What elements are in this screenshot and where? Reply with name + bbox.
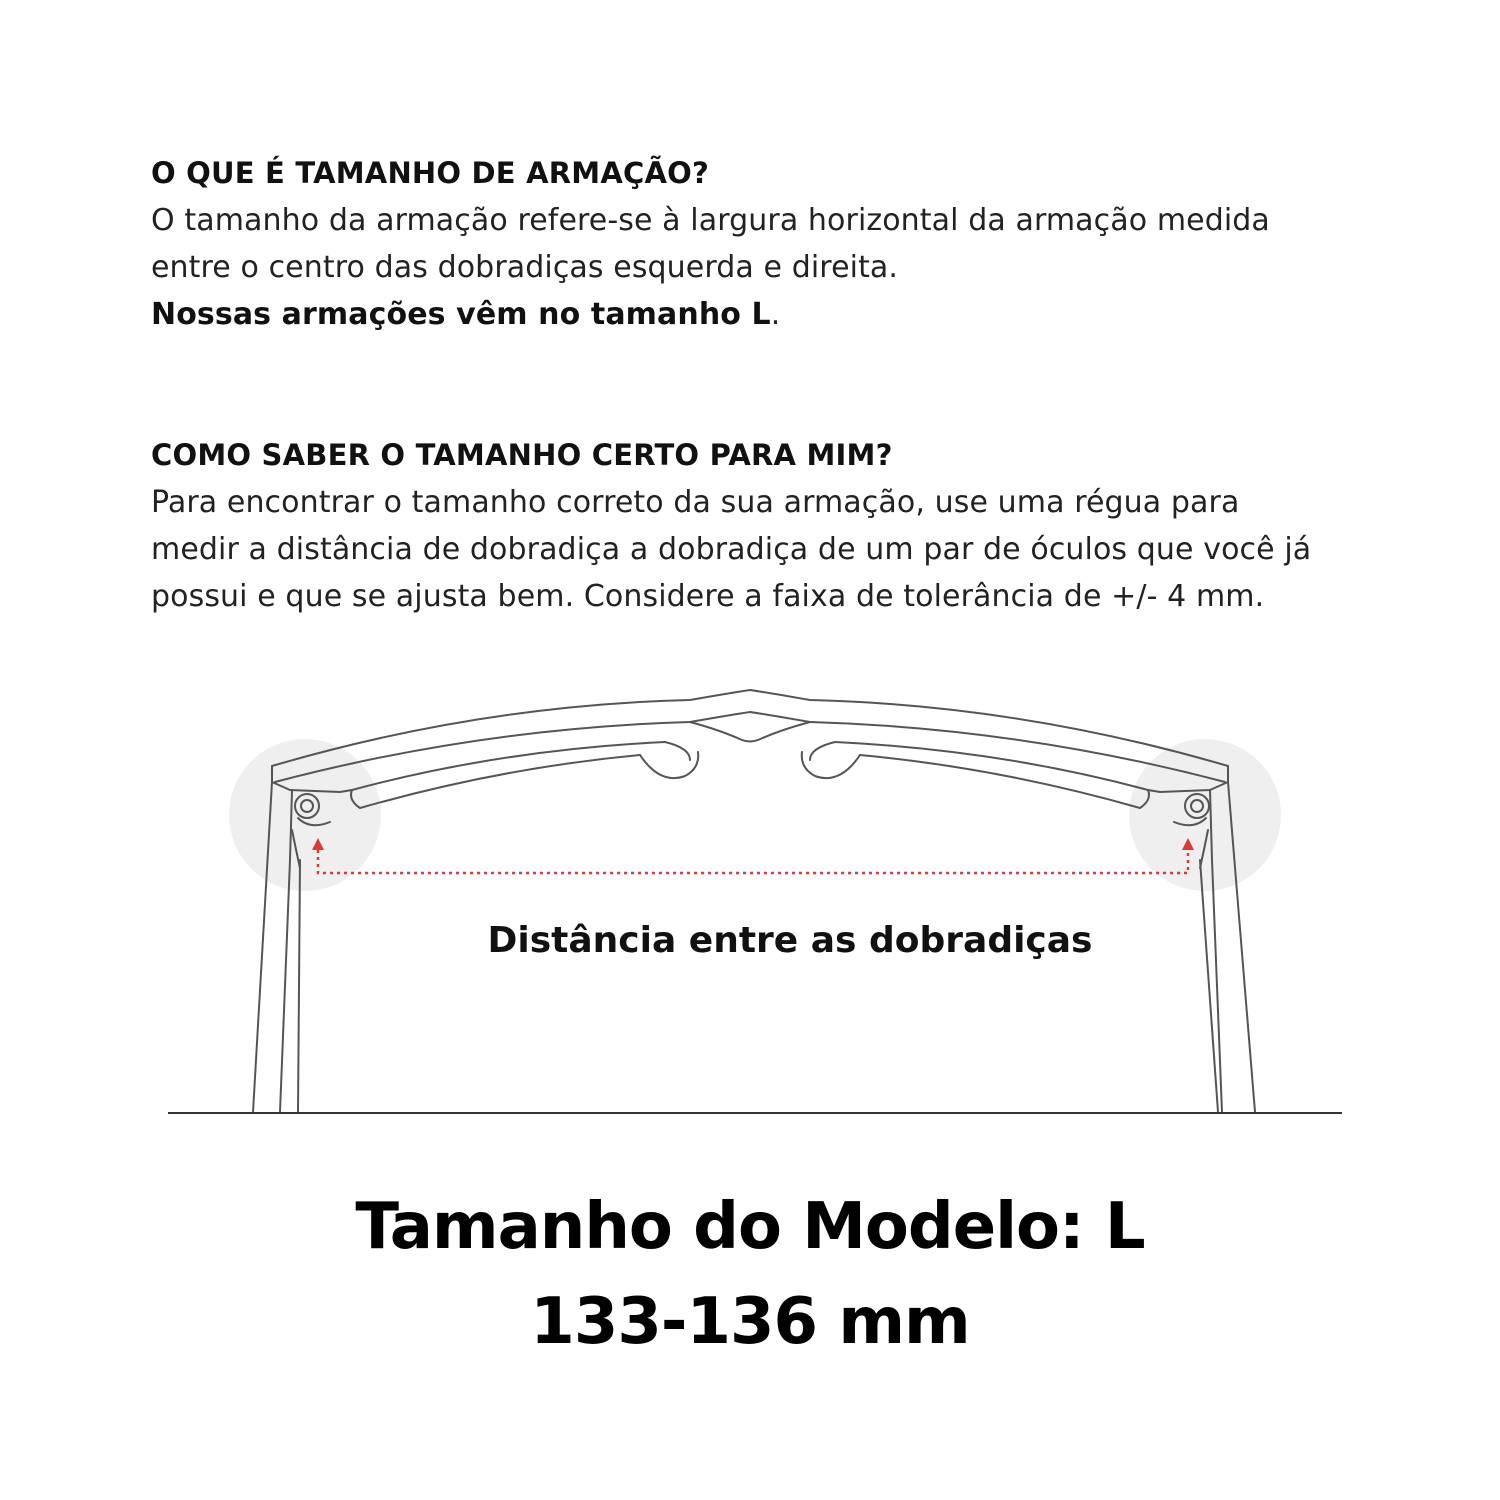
glasses-frame-diagram (0, 650, 1500, 1140)
description-line: entre o centro das dobradiças esquerda e direita. (151, 250, 899, 285)
section-heading: COMO SABER O TAMANHO CERTO PARA MIM? (151, 438, 893, 472)
emphasis-suffix: . (770, 297, 781, 332)
measurement-label: Distância entre as dobradiças (487, 920, 1093, 961)
section-description (151, 479, 1381, 620)
description-line: medir a distância de dobradiça a dobradiça de um par de óculos que você já (151, 532, 1312, 567)
section-frame-size (151, 150, 1381, 338)
description-line: O tamanho da armação refere-se à largura horizontal da armação medida (151, 203, 1270, 238)
section-how-to-measure (151, 432, 1381, 620)
emphasis-text: Nossas armações vêm no tamanho L (151, 297, 771, 332)
model-size-value: 133-136 mm (530, 1285, 970, 1359)
description-line: Para encontrar o tamanho correto da sua armação, use uma régua para (151, 485, 1240, 520)
description-line: possui e que se ajusta bem. Considere a faixa de tolerância de +/- 4 mm. (151, 579, 1265, 614)
section-heading: O QUE É TAMANHO DE ARMAÇÃO? (151, 156, 709, 190)
model-size-title: Tamanho do Modelo: L (355, 1190, 1145, 1264)
section-description (151, 197, 1381, 338)
measurement-arrow (318, 850, 1188, 873)
glasses-frame (253, 690, 1255, 1112)
emphasis-line (151, 291, 1381, 338)
